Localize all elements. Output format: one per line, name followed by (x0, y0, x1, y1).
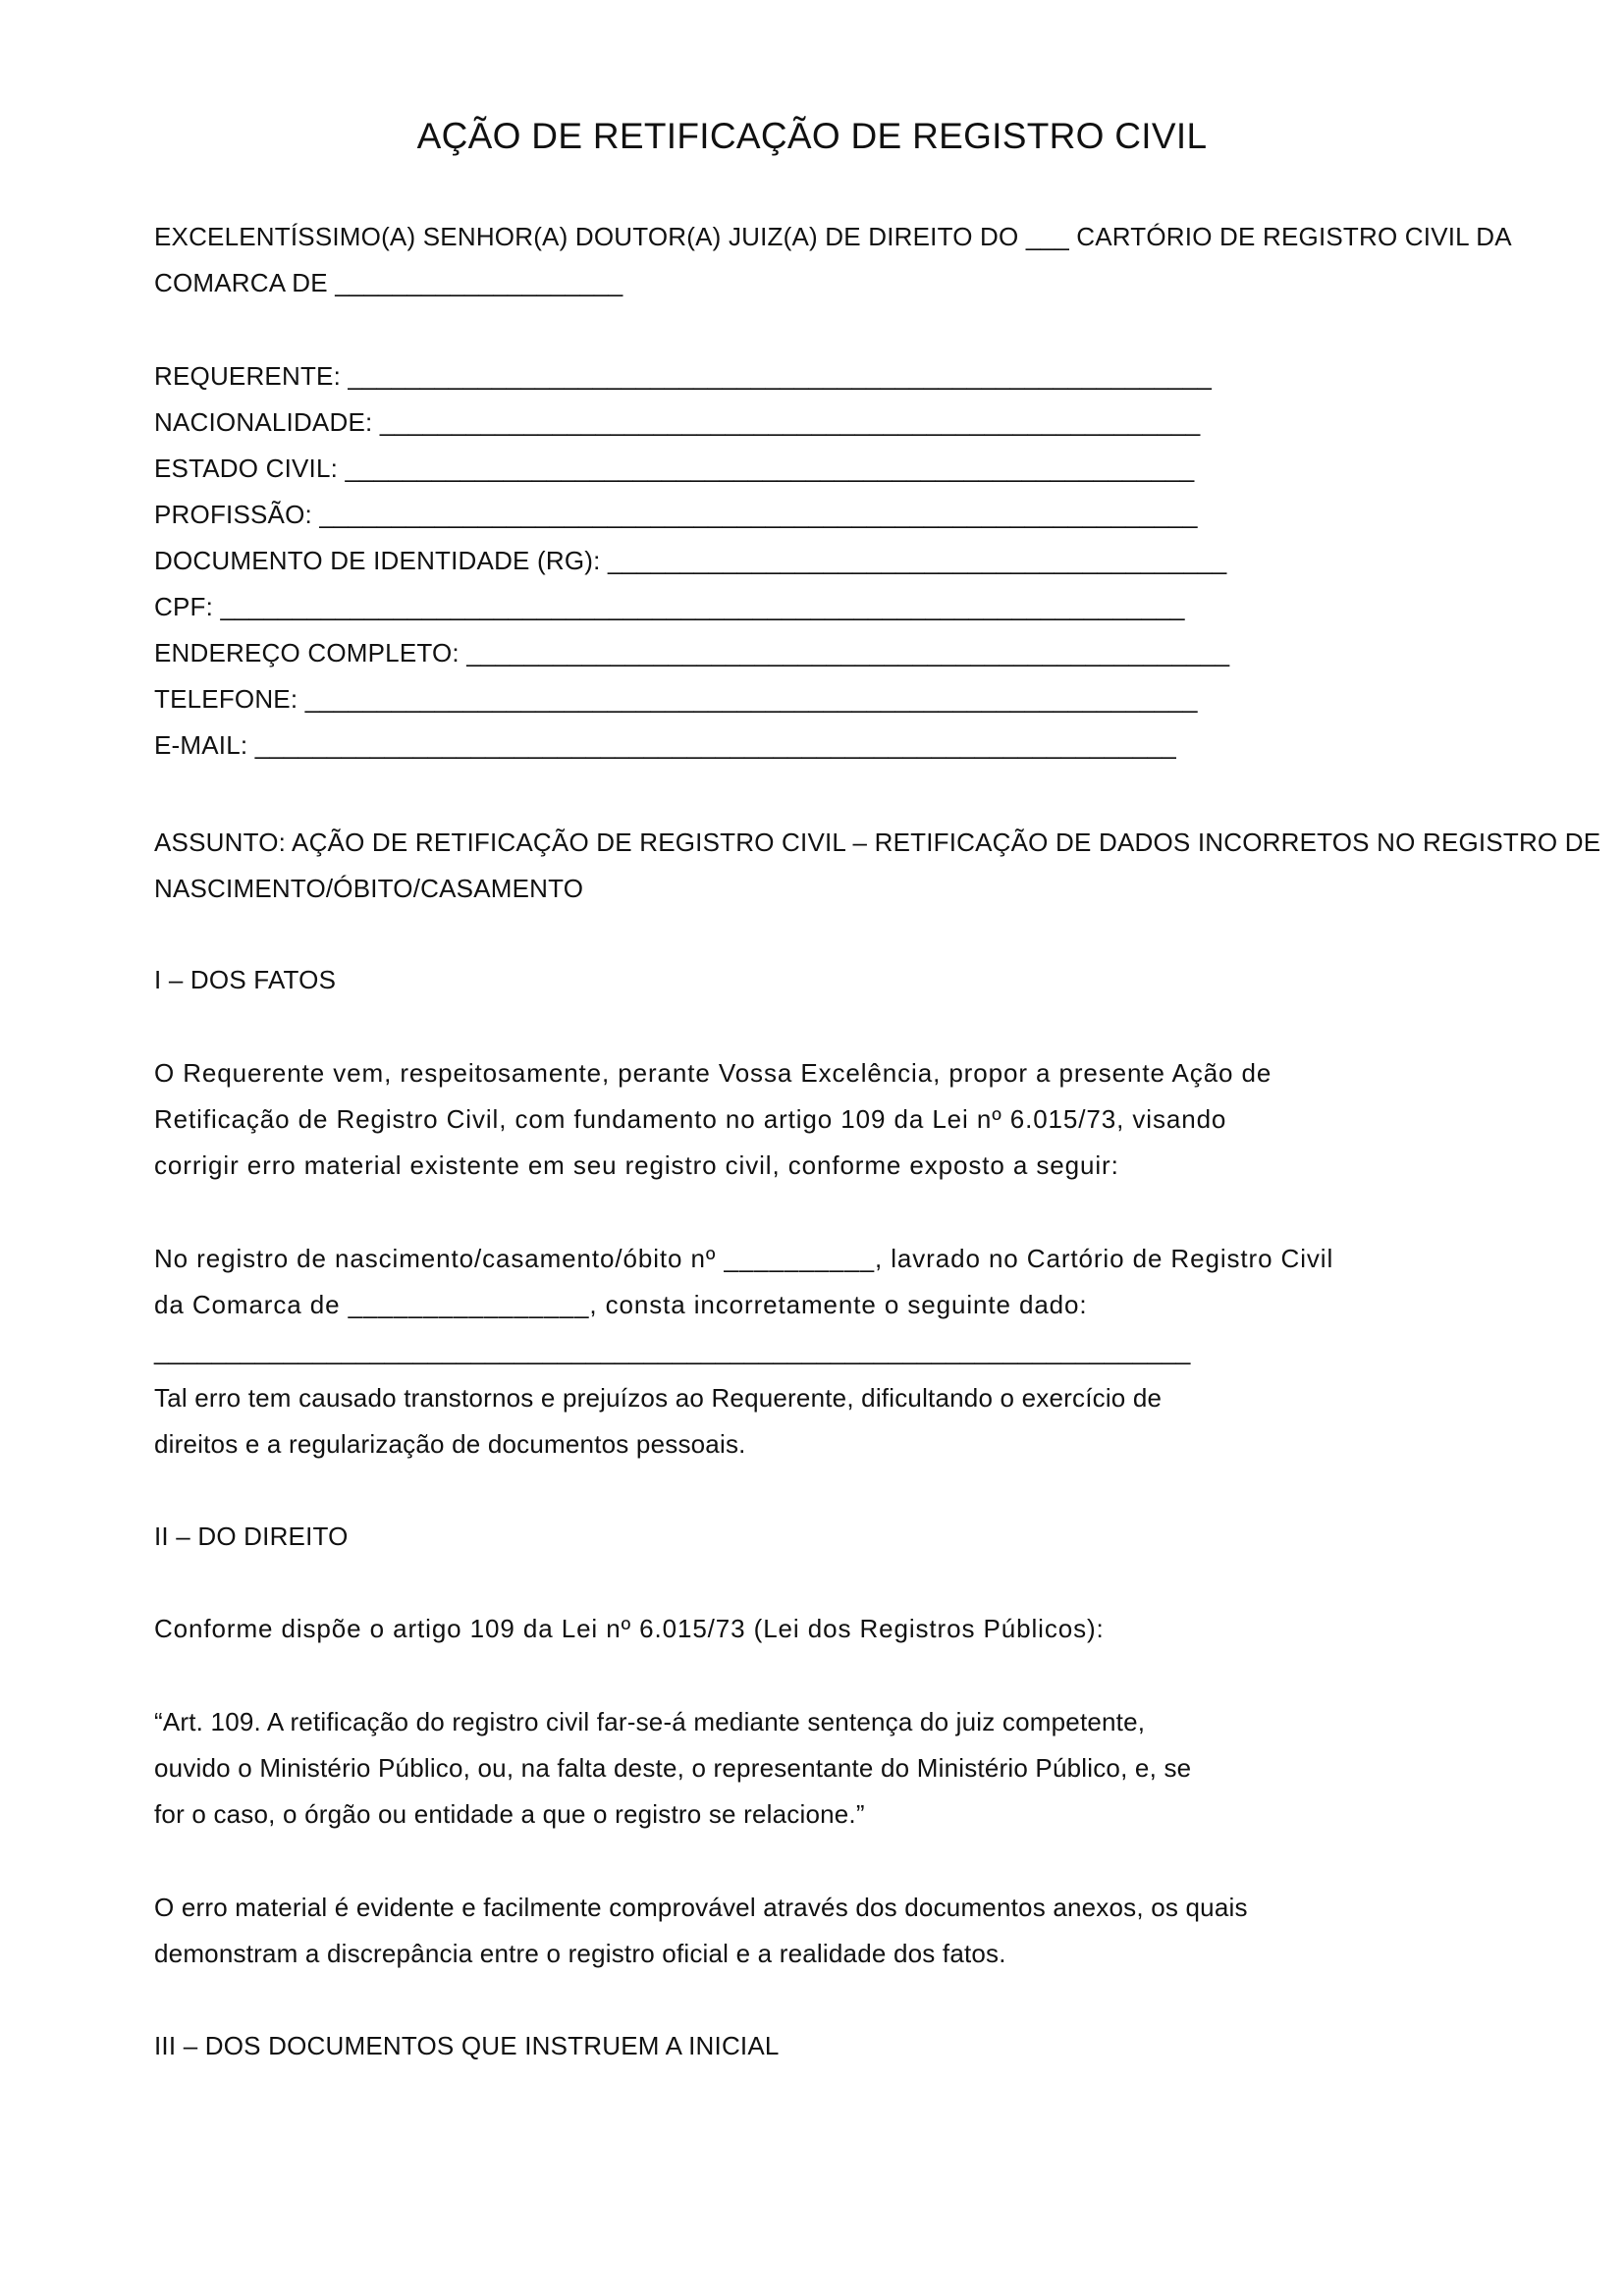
facts-paragraph-1-line-3: corrigir erro material existente em seu registro civil, conforme exposto a seguir: (154, 1150, 1119, 1180)
law-quote-line-3: for o caso, o órgão ou entidade a que o registro se relacione.” (154, 1799, 865, 1829)
facts-blank-line: ________________________________________________________________________ (154, 1336, 1191, 1365)
section-1-heading: I – DOS FATOS (154, 965, 337, 994)
law-intro: Conforme dispõe o artigo 109 da Lei nº 6.015/73 (Lei dos Registros Públicos): (154, 1614, 1105, 1643)
addressee-line-2: COMARCA DE ____________________ (154, 268, 623, 297)
field-profissao: PROFISSÃO: _____________________________________________________________ (154, 500, 1198, 529)
law-quote-line-1: “Art. 109. A retificação do registro civil far-se-á mediante sentença do juiz competente, (154, 1707, 1146, 1736)
facts-paragraph-1-line-2: Retificação de Registro Civil, com fundamento no artigo 109 da Lei nº 6.015/73, visando (154, 1104, 1227, 1134)
law-paragraph-line-2: demonstram a discrepância entre o registro oficial e a realidade dos fatos. (154, 1939, 1006, 1968)
law-paragraph-line-1: O erro material é evidente e facilmente comprovável através dos documentos anexos, os quais (154, 1893, 1248, 1922)
facts-paragraph-3-line-2: direitos e a regularização de documentos pessoais. (154, 1429, 746, 1459)
section-2-heading: II – DO DIREITO (154, 1522, 349, 1551)
section-3-heading: III – DOS DOCUMENTOS QUE INSTRUEM A INICIAL (154, 2031, 780, 2060)
field-rg: DOCUMENTO DE IDENTIDADE (RG): ___________________________________________ (154, 546, 1227, 575)
document-title: AÇÃO DE RETIFICAÇÃO DE REGISTRO CIVIL (416, 116, 1208, 156)
facts-paragraph-3-line-1: Tal erro tem causado transtornos e prejuízos ao Requerente, dificultando o exercício de (154, 1383, 1163, 1413)
field-cpf: CPF: ___________________________________________________________________ (154, 592, 1185, 621)
field-telefone: TELEFONE: ______________________________________________________________ (154, 684, 1198, 714)
field-endereco: ENDEREÇO COMPLETO: _____________________________________________________ (154, 638, 1230, 667)
facts-paragraph-2-line-2: da Comarca de ________________, consta incorretamente o seguinte dado: (154, 1290, 1088, 1319)
facts-paragraph-1-line-1: O Requerente vem, respeitosamente, perante Vossa Excelência, propor a presente Ação de (154, 1058, 1272, 1088)
facts-paragraph-2-line-1: No registro de nascimento/casamento/óbito nº __________, lavrado no Cartório de Registro Civil (154, 1244, 1334, 1273)
field-requerente: REQUERENTE: ____________________________________________________________ (154, 361, 1213, 391)
field-nacionalidade: NACIONALIDADE: _________________________________________________________ (154, 407, 1201, 437)
field-email: E-MAIL: ________________________________________________________________ (154, 730, 1176, 760)
law-quote-line-2: ouvido o Ministério Público, ou, na falta deste, o representante do Ministério Público, e, se (154, 1753, 1192, 1783)
subject-line-1: ASSUNTO: AÇÃO DE RETIFICAÇÃO DE REGISTRO CIVIL – RETIFICAÇÃO DE DADOS INCORRETOS NO REGISTRO DE (154, 828, 1601, 857)
field-estado-civil: ESTADO CIVIL: ___________________________________________________________ (154, 454, 1195, 483)
subject-line-2: NASCIMENTO/ÓBITO/CASAMENTO (154, 874, 584, 903)
addressee-line-1: EXCELENTÍSSIMO(A) SENHOR(A) DOUTOR(A) JUIZ(A) DE DIREITO DO ___ CARTÓRIO DE REGISTRO CIVIL DA (154, 222, 1512, 251)
